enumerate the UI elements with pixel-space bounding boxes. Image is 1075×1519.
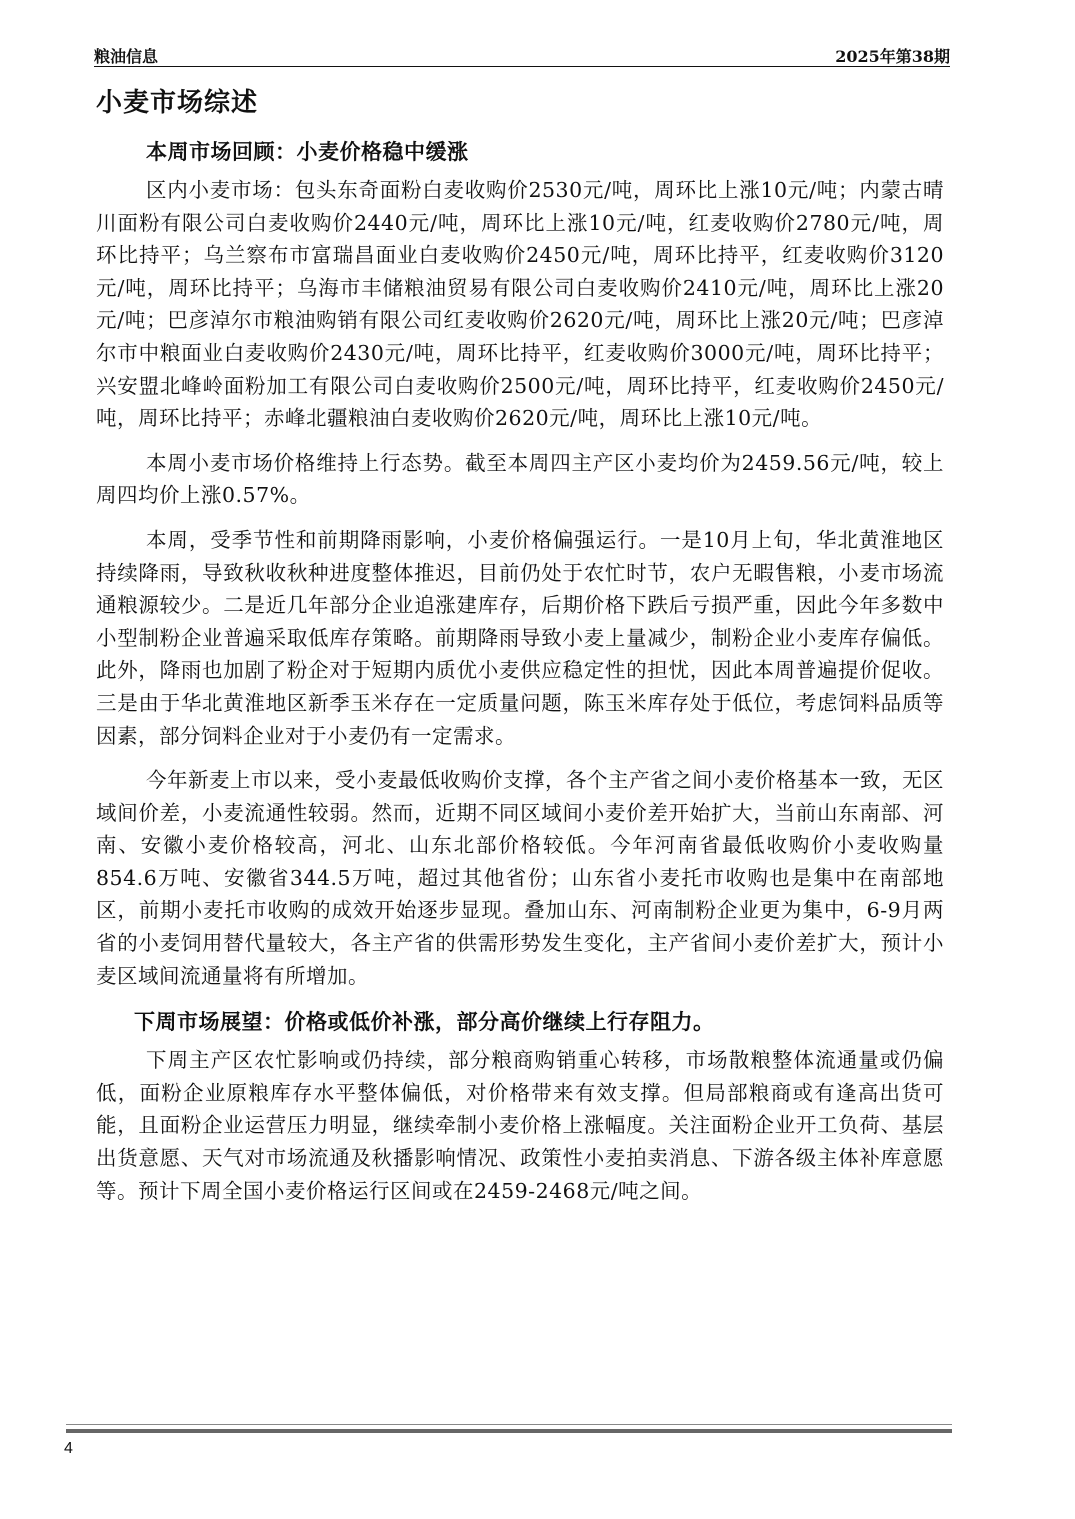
footer-divider-thick <box>66 1429 952 1433</box>
issue-label: 2025年第38期 <box>835 47 950 66</box>
outlook-heading: 下周市场展望：价格或低价补涨，部分高价继续上行存阻力。 <box>134 1010 715 1035</box>
publication-name: 粮油信息 <box>94 47 159 66</box>
page-number: 4 <box>64 1440 73 1457</box>
article-body <box>96 134 944 1219</box>
footer-divider-thin <box>66 1424 952 1425</box>
header-divider <box>94 66 950 67</box>
running-header <box>94 44 950 68</box>
review-paragraph: 今年新麦上市以来，受小麦最低收购价支撑，各个主产省之间小麦价格基本一致，无区域间价差，小麦流通性较弱。然而，近期不同区域间小麦价差开始扩大，当前山东南部、河南、安徽小麦价格较高，河北、山东北部价格较低。今年河南省最低收购价小麦收购量854.6万吨、安徽省344.5万吨，超过其他省份；山东省小麦托市收购也是集中在南部地区，前期小麦托市收购的成效开始逐步显现。叠加山东、河南制粉企业更为集中，6-9月两省的小麦饲用替代量较大，各主产省的供需形势发生变化，主产省间小麦价差扩大，预计小麦区域间流通量将有所增加。 <box>96 768 944 988</box>
review-paragraph: 本周小麦市场价格维持上行态势。截至本周四主产区小麦均价为2459.56元/吨，较上周四均价上涨0.57%。 <box>96 450 944 508</box>
review-paragraph: 区内小麦市场：包头东奇面粉白麦收购价2530元/吨，周环比上涨10元/吨；内蒙古晴川面粉有限公司白麦收购价2440元/吨，周环比上涨10元/吨，红麦收购价2780元/吨，周环比持平；乌兰察布市富瑞昌面业白麦收购价2450元/吨，周环比持平，红麦收购价3120元/吨，周环比持平；乌海市丰储粮油贸易有限公司白麦收购价2410元/吨，周环比上涨20元/吨；巴彦淖尔市粮油购销有限公司红麦收购价2620元/吨，周环比上涨20元/吨；巴彦淖尔市中粮面业白麦收购价2430元/吨，周环比持平，红麦收购价3000元/吨，周环比持平；兴安盟北峰岭面粉加工有限公司白麦收购价2500元/吨，周环比持平，红麦收购价2450元/吨，周环比持平；赤峰北疆粮油白麦收购价2620元/吨，周环比上涨10元/吨。 <box>96 178 944 431</box>
review-paragraph: 本周，受季节性和前期降雨影响，小麦价格偏强运行。一是10月上旬，华北黄淮地区持续降雨，导致秋收秋种进度整体推迟，目前仍处于农忙时节，农户无暇售粮，小麦市场流通粮源较少。二是近几年部分企业追涨建库存，后期价格下跌后亏损严重，因此今年多数中小型制粉企业普遍采取低库存策略。前期降雨导致小麦上量减少，制粉企业小麦库存偏低。此外，降雨也加剧了粉企对于短期内质优小麦供应稳定性的担忧，因此本周普遍提价促收。三是由于华北黄淮地区新季玉米存在一定质量问题，陈玉米库存处于低位，考虑饲料品质等因素，部分饲料企业对于小麦仍有一定需求。 <box>96 527 944 748</box>
review-heading: 本周市场回顾：小麦价格稳中缓涨 <box>146 140 469 164</box>
page-title: 小麦市场综述 <box>96 88 259 118</box>
outlook-paragraph: 下周主产区农忙影响或仍持续，部分粮商购销重心转移，市场散粮整体流通量或仍偏低，面粉企业原粮库存水平整体偏低，对价格带来有效支撑。但局部粮商或有逢高出货可能，且面粉企业运营压力明显，继续牵制小麦价格上涨幅度。关注面粉企业开工负荷、基层出货意愿、天气对市场流通及秋播影响情况、政策性小麦拍卖消息、下游各级主体补库意愿等。预计下周全国小麦价格运行区间或在2459-2468元/吨之间。 <box>96 1048 944 1203</box>
